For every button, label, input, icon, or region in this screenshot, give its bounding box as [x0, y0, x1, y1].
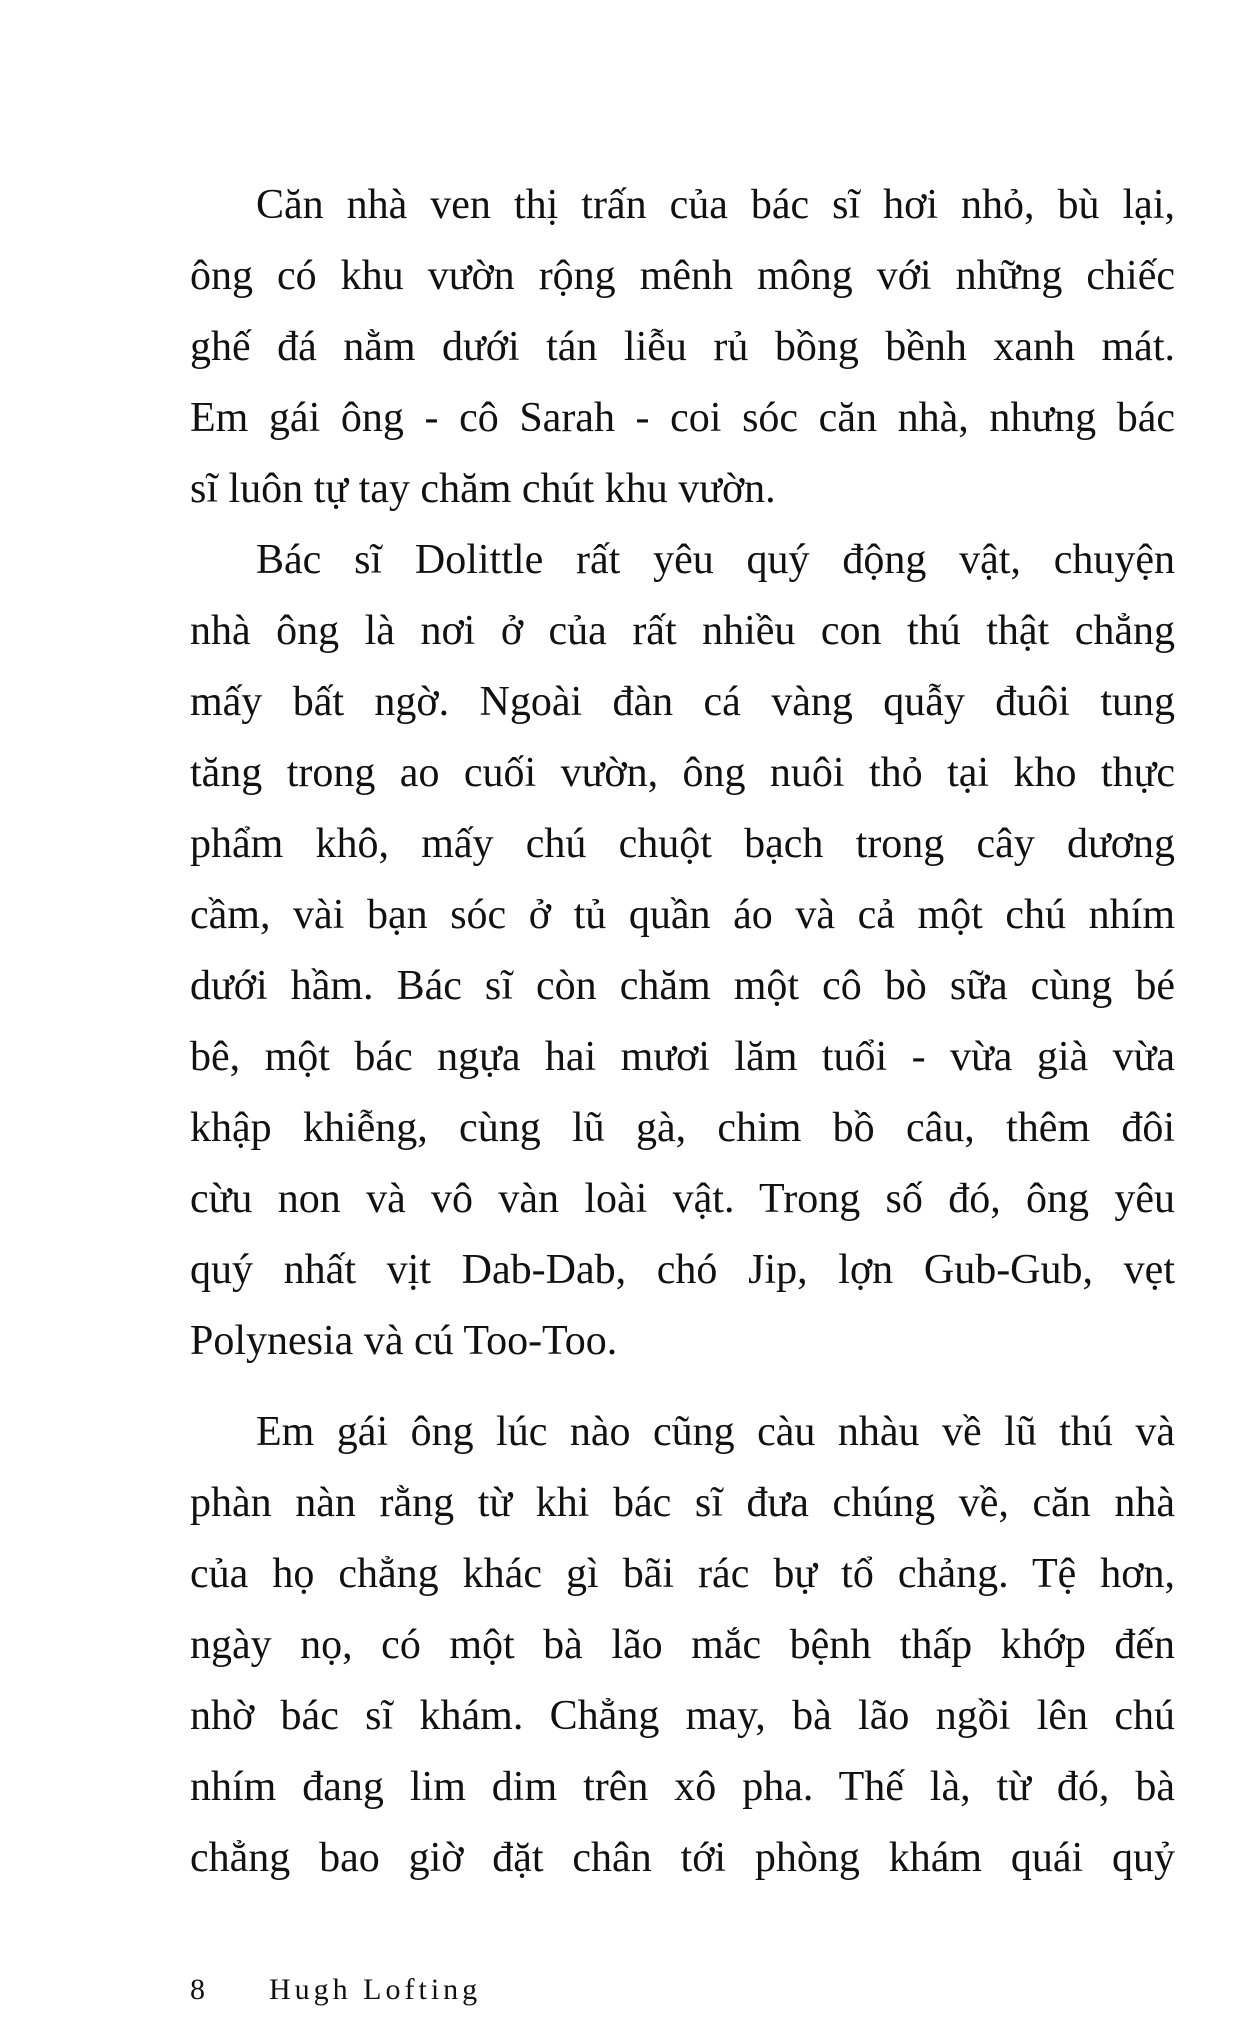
text-line: cầm, vài bạn sóc ở tủ quần áo và cả một chú nhím	[190, 892, 1175, 938]
text-line: mấy bất ngờ. Ngoài đàn cá vàng quẫy đuôi tung	[190, 679, 1175, 725]
text-line: Bác sĩ Dolittle rất yêu quý động vật, chuyện	[256, 537, 1175, 583]
text-line: Em gái ông - cô Sarah - coi sóc căn nhà, nhưng bác	[190, 395, 1175, 441]
text-line: ông có khu vườn rộng mênh mông với những chiếc	[190, 253, 1175, 299]
page-body-text	[190, 170, 1175, 1894]
text-line: ngày nọ, có một bà lão mắc bệnh thấp khớp đến	[190, 1622, 1175, 1668]
text-line: quý nhất vịt Dab-Dab, chó Jip, lợn Gub-Gub, vẹt	[190, 1247, 1175, 1293]
paragraph-3	[190, 1397, 1175, 1894]
text-line: bê, một bác ngựa hai mươi lăm tuổi - vừa già vừa	[190, 1034, 1175, 1080]
text-line: ghế đá nằm dưới tán liễu rủ bồng bềnh xanh mát.	[190, 324, 1175, 370]
text-line: tăng trong ao cuối vườn, ông nuôi thỏ tại kho thực	[190, 750, 1175, 796]
text-line: phàn nàn rằng từ khi bác sĩ đưa chúng về, căn nhà	[190, 1480, 1175, 1526]
text-line: Căn nhà ven thị trấn của bác sĩ hơi nhỏ, bù lại,	[256, 182, 1175, 228]
paragraph-2	[190, 525, 1175, 1377]
page-number: 8	[190, 1973, 205, 2006]
text-line: cừu non và vô vàn loài vật. Trong số đó, ông yêu	[190, 1176, 1175, 1222]
text-line: nhím đang lim dim trên xô pha. Thế là, từ đó, bà	[190, 1764, 1175, 1810]
paragraph-1	[190, 170, 1175, 525]
text-line: dưới hầm. Bác sĩ còn chăm một cô bò sữa cùng bé	[190, 963, 1175, 1009]
text-line: khập khiễng, cùng lũ gà, chim bồ câu, thêm đôi	[190, 1105, 1175, 1151]
text-line: của họ chẳng khác gì bãi rác bự tổ chảng. Tệ hơn,	[190, 1551, 1175, 1597]
text-line: phẩm khô, mấy chú chuột bạch trong cây dương	[190, 821, 1175, 867]
text-line: Em gái ông lúc nào cũng càu nhàu về lũ thú và	[256, 1409, 1175, 1455]
text-line: nhà ông là nơi ở của rất nhiều con thú thật chẳng	[190, 608, 1175, 654]
text-line: sĩ luôn tự tay chăm chút khu vườn.	[190, 466, 776, 512]
running-footer-author: Hugh Lofting	[269, 1973, 482, 2006]
text-line: Polynesia và cú Too-Too.	[190, 1318, 618, 1364]
text-line: nhờ bác sĩ khám. Chẳng may, bà lão ngồi lên chú	[190, 1693, 1175, 1739]
text-line: chẳng bao giờ đặt chân tới phòng khám quái quỷ	[190, 1835, 1175, 1881]
